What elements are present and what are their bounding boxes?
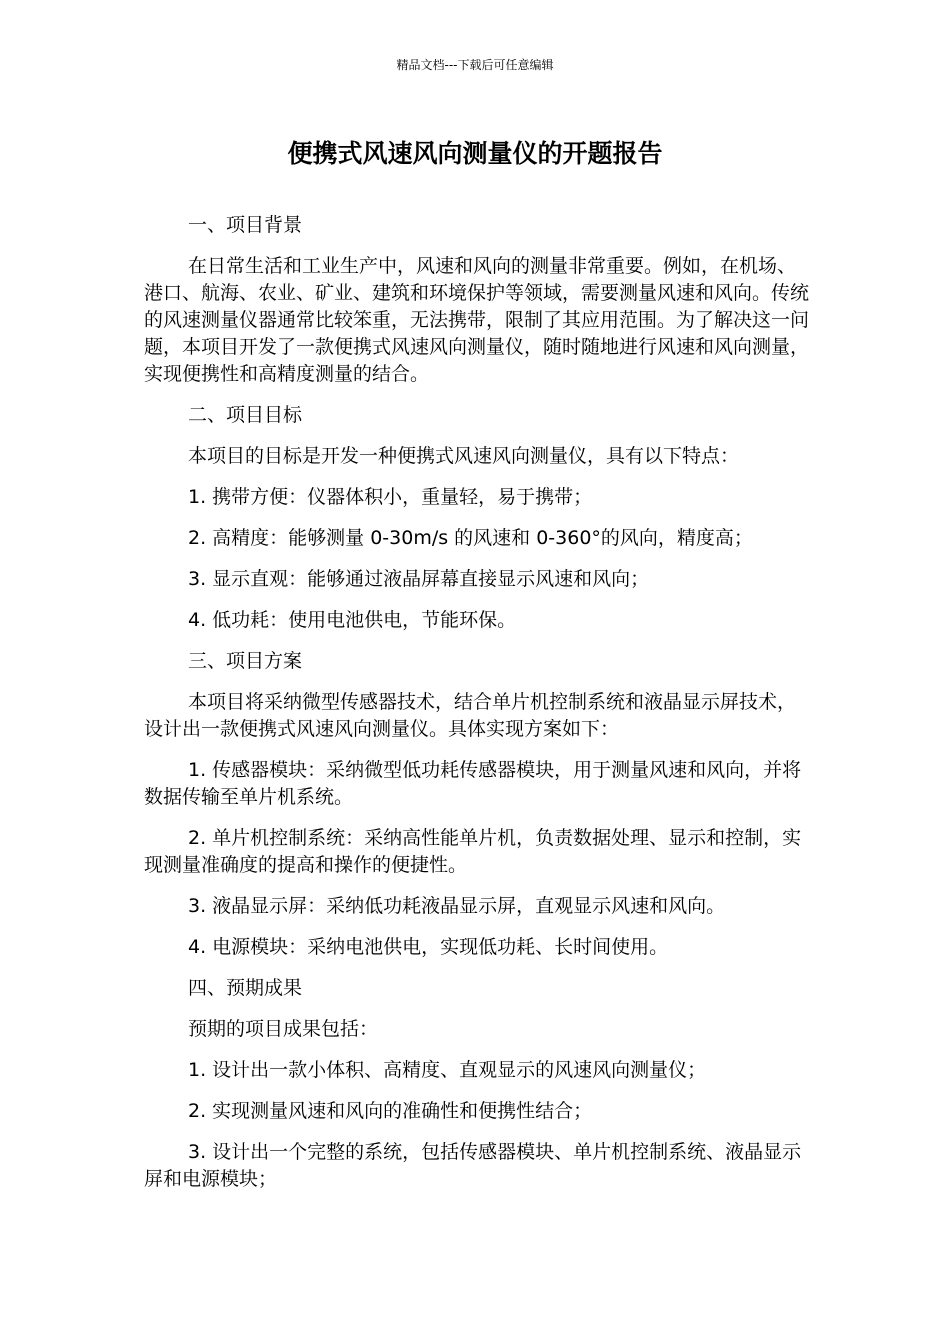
outcome-item-accuracy: 2. 实现测量风速和风向的准确性和便携性结合； <box>188 1100 593 1122</box>
section-heading-plan: 三、项目方案 <box>188 650 303 672</box>
outcome-item-device: 1. 设计出一款小体积、高精度、直观显示的风速风向测量仪； <box>188 1059 707 1081</box>
plan-intro: 本项目将采纳微型传感器技术，结合单片机控制系统和液晶显示屏技术，设计出一款便携式风速风向测量仪。具体实现方案如下： <box>144 691 797 740</box>
document-body <box>144 212 812 1207</box>
goal-item-precision: 2. 高精度：能够测量 0-30m/s 的风速和 0-360°的风向，精度高； <box>188 527 753 549</box>
plan-item-sensor: 1. 传感器模块：采纳微型低功耗传感器模块，用于测量风速和风向，并将数据传输至单片机系统。 <box>144 759 802 808</box>
page-header-watermark: 精品文档---下载后可任意编辑 <box>396 58 554 72</box>
section-heading-background: 一、项目背景 <box>188 214 303 236</box>
goal-item-portability: 1. 携带方便：仪器体积小，重量轻，易于携带； <box>188 486 593 508</box>
section-heading-goals: 二、项目目标 <box>188 404 303 426</box>
plan-item-power: 4. 电源模块：采纳电池供电，实现低功耗、长时间使用。 <box>188 936 669 958</box>
outcome-item-system: 3. 设计出一个完整的系统，包括传感器模块、单片机控制系统、液晶显示屏和电源模块； <box>144 1141 802 1190</box>
goal-item-display: 3. 显示直观：能够通过液晶屏幕直接显示风速和风向； <box>188 568 650 590</box>
outcomes-intro: 预期的项目成果包括： <box>188 1018 379 1040</box>
section-heading-outcomes: 四、预期成果 <box>188 977 303 999</box>
goals-intro: 本项目的目标是开发一种便携式风速风向测量仪，具有以下特点： <box>188 445 740 467</box>
background-paragraph: 在日常生活和工业生产中，风速和风向的测量非常重要。例如，在机场、港口、航海、农业、矿业、建筑和环境保护等领域，需要测量风速和风向。传统的风速测量仪器通常比较笨重，无法携带，限制了其应用范围。为了解决这一问题，本项目开发了一款便携式风速风向测量仪，随时随地进行风速和风向测量，实现便携性和高精度测量的结合。 <box>144 255 810 385</box>
plan-item-mcu: 2. 单片机控制系统：采纳高性能单片机，负责数据处理、显示和控制，实现测量准确度的提高和操作的便捷性。 <box>144 827 802 876</box>
plan-item-lcd: 3. 液晶显示屏：采纳低功耗液晶显示屏，直观显示风速和风向。 <box>188 895 726 917</box>
document-title: 便携式风速风向测量仪的开题报告 <box>287 139 663 168</box>
goal-item-low-power: 4. 低功耗：使用电池供电，节能环保。 <box>188 609 517 631</box>
